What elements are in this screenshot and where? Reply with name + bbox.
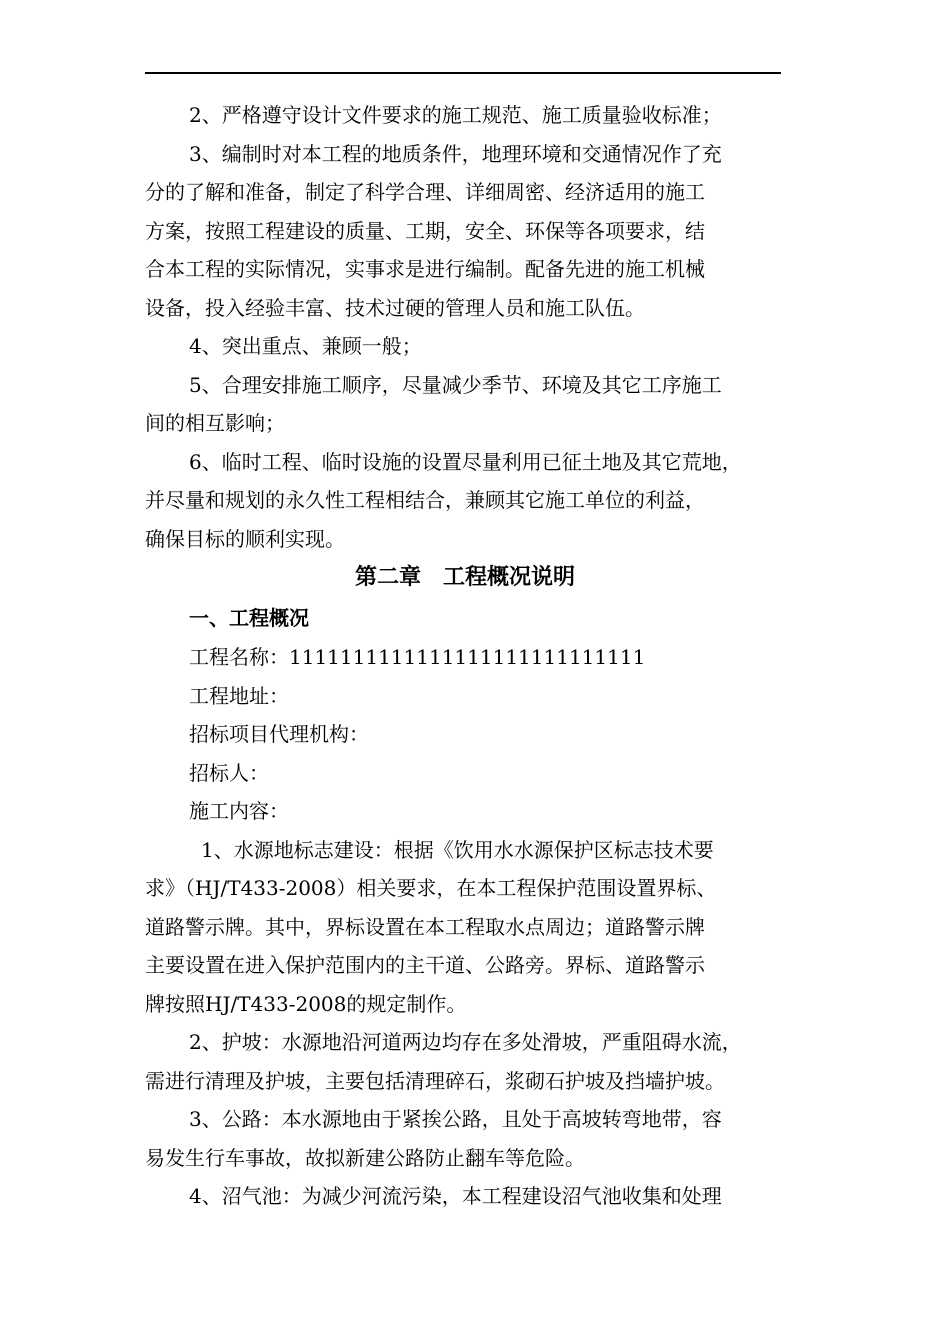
- text-line: 5、合理安排施工顺序，尽量减少季节、环境及其它工序施工: [189, 372, 722, 397]
- text-line: 间的相互影响；: [145, 411, 285, 435]
- text-line: 4、沼气池：为减少河流污染，本工程建设沼气池收集和处理: [189, 1184, 722, 1208]
- header-rule: [145, 72, 781, 74]
- text-line: 需进行清理及护坡，主要包括清理碎石，浆砌石护坡及挡墙护坡。: [145, 1068, 725, 1093]
- tenderer-field: 招标人：: [189, 760, 269, 785]
- paragraph: [145, 327, 785, 366]
- document-body: [145, 96, 785, 1216]
- text-line: 道路警示牌。其中，界标设置在本工程取水点周边；道路警示牌: [145, 914, 705, 939]
- chapter-title: 第二章 工程概况说明: [354, 565, 575, 590]
- section-title: 一、工程概况: [189, 606, 309, 630]
- paragraph: [145, 443, 785, 559]
- tender-agency-field: 招标项目代理机构：: [189, 722, 369, 746]
- text-line: 确保目标的顺利实现。: [145, 526, 345, 551]
- text-line: 并尽量和规划的永久性工程相结合，兼顾其它施工单位的利益，: [145, 488, 705, 512]
- project-address-field: 工程地址：: [189, 683, 289, 708]
- text-line: 求》（HJ/T433-2008）相关要求，在本工程保护范围设置界标、: [145, 876, 717, 900]
- paragraph: [145, 831, 785, 1024]
- text-line: 2、严格遵守设计文件要求的施工规范、施工质量验收标准；: [189, 103, 722, 127]
- text-line: 分的了解和准备，制定了科学合理、详细周密、经济适用的施工: [145, 180, 705, 204]
- text-line: 3、编制时对本工程的地质条件，地理环境和交通情况作了充: [189, 141, 722, 166]
- paragraph: [145, 1023, 785, 1100]
- construction-content-field: 施工内容：: [189, 799, 289, 823]
- text-line: 1、水源地标志建设：根据《饮用水水源保护区标志技术要: [201, 837, 714, 862]
- paragraph: [145, 366, 785, 443]
- text-line: 2、护坡：水源地沿河道两边均存在多处滑坡，严重阻碍水流，: [189, 1030, 742, 1054]
- paragraph: [145, 96, 785, 135]
- project-name-field: 工程名称：1111111111111111111111111111: [189, 645, 646, 669]
- text-line: 6、临时工程、临时设施的设置尽量利用已征土地及其它荒地，: [189, 449, 742, 474]
- paragraph: [145, 1177, 785, 1216]
- text-line: 方案，按照工程建设的质量、工期，安全、环保等各项要求，结: [145, 218, 705, 243]
- text-line: 合本工程的实际情况，实事求是进行编制。配备先进的施工机械: [145, 257, 705, 281]
- paragraph: [145, 1100, 785, 1177]
- text-line: 牌按照HJ/T433-2008的规定制作。: [145, 991, 467, 1016]
- text-line: 易发生行车事故，故拟新建公路防止翻车等危险。: [145, 1145, 585, 1170]
- text-line: 4、突出重点、兼顾一般；: [189, 334, 422, 358]
- text-line: 设备，投入经验丰富、技术过硬的管理人员和施工队伍。: [145, 295, 645, 320]
- text-line: 主要设置在进入保护范围内的主干道、公路旁。界标、道路警示: [145, 953, 705, 977]
- paragraph: [145, 135, 785, 328]
- text-line: 3、公路：本水源地由于紧挨公路，且处于高坡转弯地带，容: [189, 1107, 722, 1131]
